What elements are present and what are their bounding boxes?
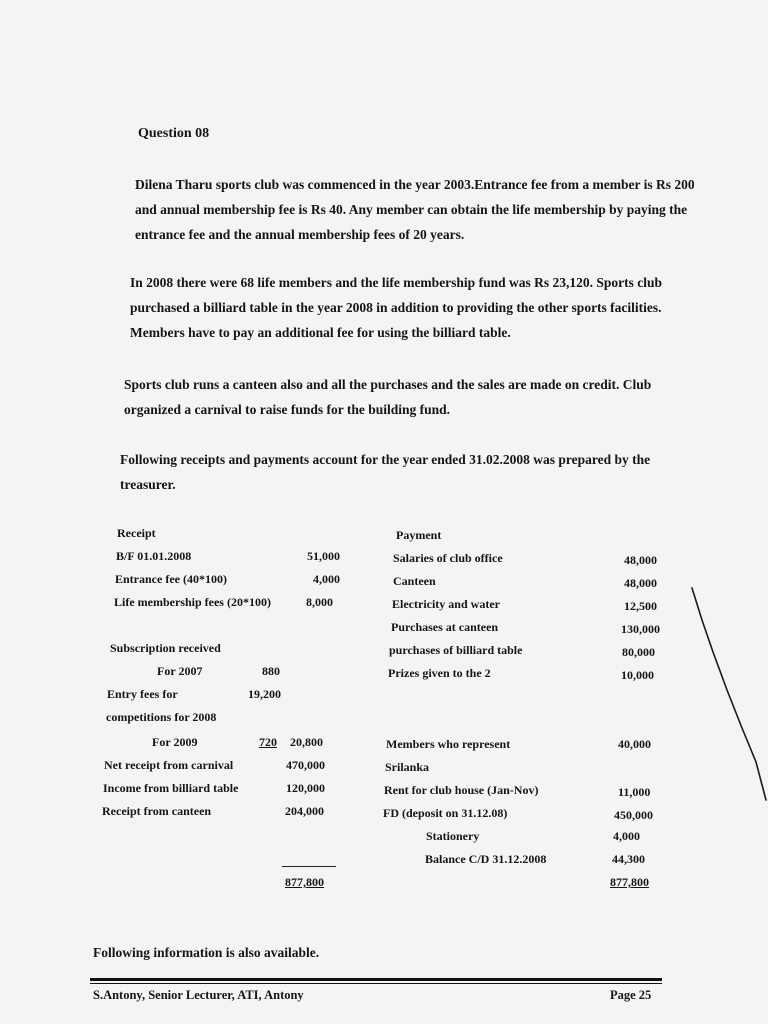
- footer-author: S.Antony, Senior Lecturer, ATI, Antony: [93, 988, 304, 1002]
- payment-heading: Payment: [396, 528, 442, 542]
- payment-balance-amount: 44,300: [612, 852, 645, 866]
- payment-prizes-amount: 10,000: [621, 668, 654, 682]
- paragraph-life-members: In 2008 there were 68 life members and the life membership fund was Rs 23,120. Sports club purchased a billiard table in the year 2008 in addition to providing the other sports facilities. Members have to pay an additional fee for using the billiard table.: [130, 275, 662, 340]
- receipt-heading: Receipt: [117, 526, 156, 540]
- receipt-for2007-amount: 880: [262, 664, 280, 678]
- paragraph-canteen: Sports club runs a canteen also and all the purchases and the sales are made on credit. Club organized a carnival to raise funds for the building fund.: [124, 377, 652, 417]
- payment-electricity-label: Electricity and water: [392, 597, 500, 611]
- payment-stationery-amount: 4,000: [613, 829, 640, 843]
- payment-fd-label: FD (deposit on 31.12.08): [383, 806, 508, 820]
- question-title: Question 08: [138, 126, 210, 141]
- receipt-billiard-label: Income from billiard table: [103, 781, 239, 795]
- payment-canteen-label: Canteen: [393, 574, 436, 588]
- receipt-bf-label: B/F 01.01.2008: [116, 549, 192, 563]
- footer-rule-thick: [90, 978, 662, 981]
- receipt-canteen-amount: 204,000: [285, 804, 324, 818]
- receipt-subscription-label: Subscription received: [110, 641, 221, 655]
- paragraph-club-intro: Dilena Tharu sports club was commenced in the year 2003.Entrance fee from a member is Rs 200 and annual membership fee is Rs 40. Any member can obtain the life membership by paying the entrance fee and the annual membership fees of 20 years.: [135, 177, 695, 242]
- payment-rent-label: Rent for club house (Jan-Nov): [384, 783, 539, 797]
- payment-rent-amount: 11,000: [618, 785, 651, 799]
- receipt-for2009-amount: 720: [259, 735, 277, 749]
- receipt-life-amount: 8,000: [306, 595, 333, 609]
- payment-purchases-canteen-label: Purchases at canteen: [391, 620, 499, 634]
- payment-purchases-canteen-amount: 130,000: [621, 622, 660, 636]
- receipt-entrance-amount: 4,000: [313, 572, 340, 586]
- following-info: Following information is also available.: [93, 945, 320, 960]
- paragraph-account-intro: Following receipts and payments account for the year ended 31.02.2008 was prepared by the treasurer.: [120, 452, 651, 492]
- payment-electricity-amount: 12,500: [624, 599, 657, 613]
- receipt-total: 877,800: [285, 875, 324, 889]
- receipt-entrance-label: Entrance fee (40*100): [115, 572, 227, 586]
- receipt-for2009-label: For 2009: [152, 735, 198, 749]
- payment-fd-amount: 450,000: [614, 808, 653, 822]
- receipt-for2007-label: For 2007: [157, 664, 203, 678]
- receipt-entry-amount: 19,200: [248, 687, 281, 701]
- payment-salaries-amount: 48,000: [624, 553, 657, 567]
- footer-page-number: Page 25: [610, 988, 652, 1002]
- receipt-competitions-label: competitions for 2008: [106, 710, 217, 724]
- receipt-entry-label: Entry fees for: [107, 687, 178, 701]
- payment-balance-label: Balance C/D 31.12.2008: [425, 852, 547, 866]
- receipt-carnival-amount: 470,000: [286, 758, 325, 772]
- receipt-canteen-label: Receipt from canteen: [102, 804, 212, 818]
- payment-members-label: Members who represent: [386, 737, 511, 751]
- receipt-carnival-label: Net receipt from carnival: [104, 758, 234, 772]
- receipt-bf-amount: 51,000: [307, 549, 340, 563]
- payment-billiard-label: purchases of billiard table: [389, 643, 523, 657]
- payment-canteen-amount: 48,000: [624, 576, 657, 590]
- receipt-billiard-amount: 120,000: [286, 781, 325, 795]
- payment-prizes-label: Prizes given to the 2: [388, 666, 491, 680]
- payment-salaries-label: Salaries of club office: [393, 551, 503, 565]
- payment-srilanka-label: Srilanka: [385, 760, 430, 774]
- receipt-subscription-total: 20,800: [290, 735, 323, 749]
- payment-members-amount: 40,000: [618, 737, 651, 751]
- receipt-life-label: Life membership fees (20*100): [114, 595, 271, 609]
- payment-stationery-label: Stationery: [426, 829, 480, 843]
- payment-total: 877,800: [610, 875, 649, 889]
- payment-billiard-amount: 80,000: [622, 645, 655, 659]
- footer-rule-thin: [90, 983, 662, 984]
